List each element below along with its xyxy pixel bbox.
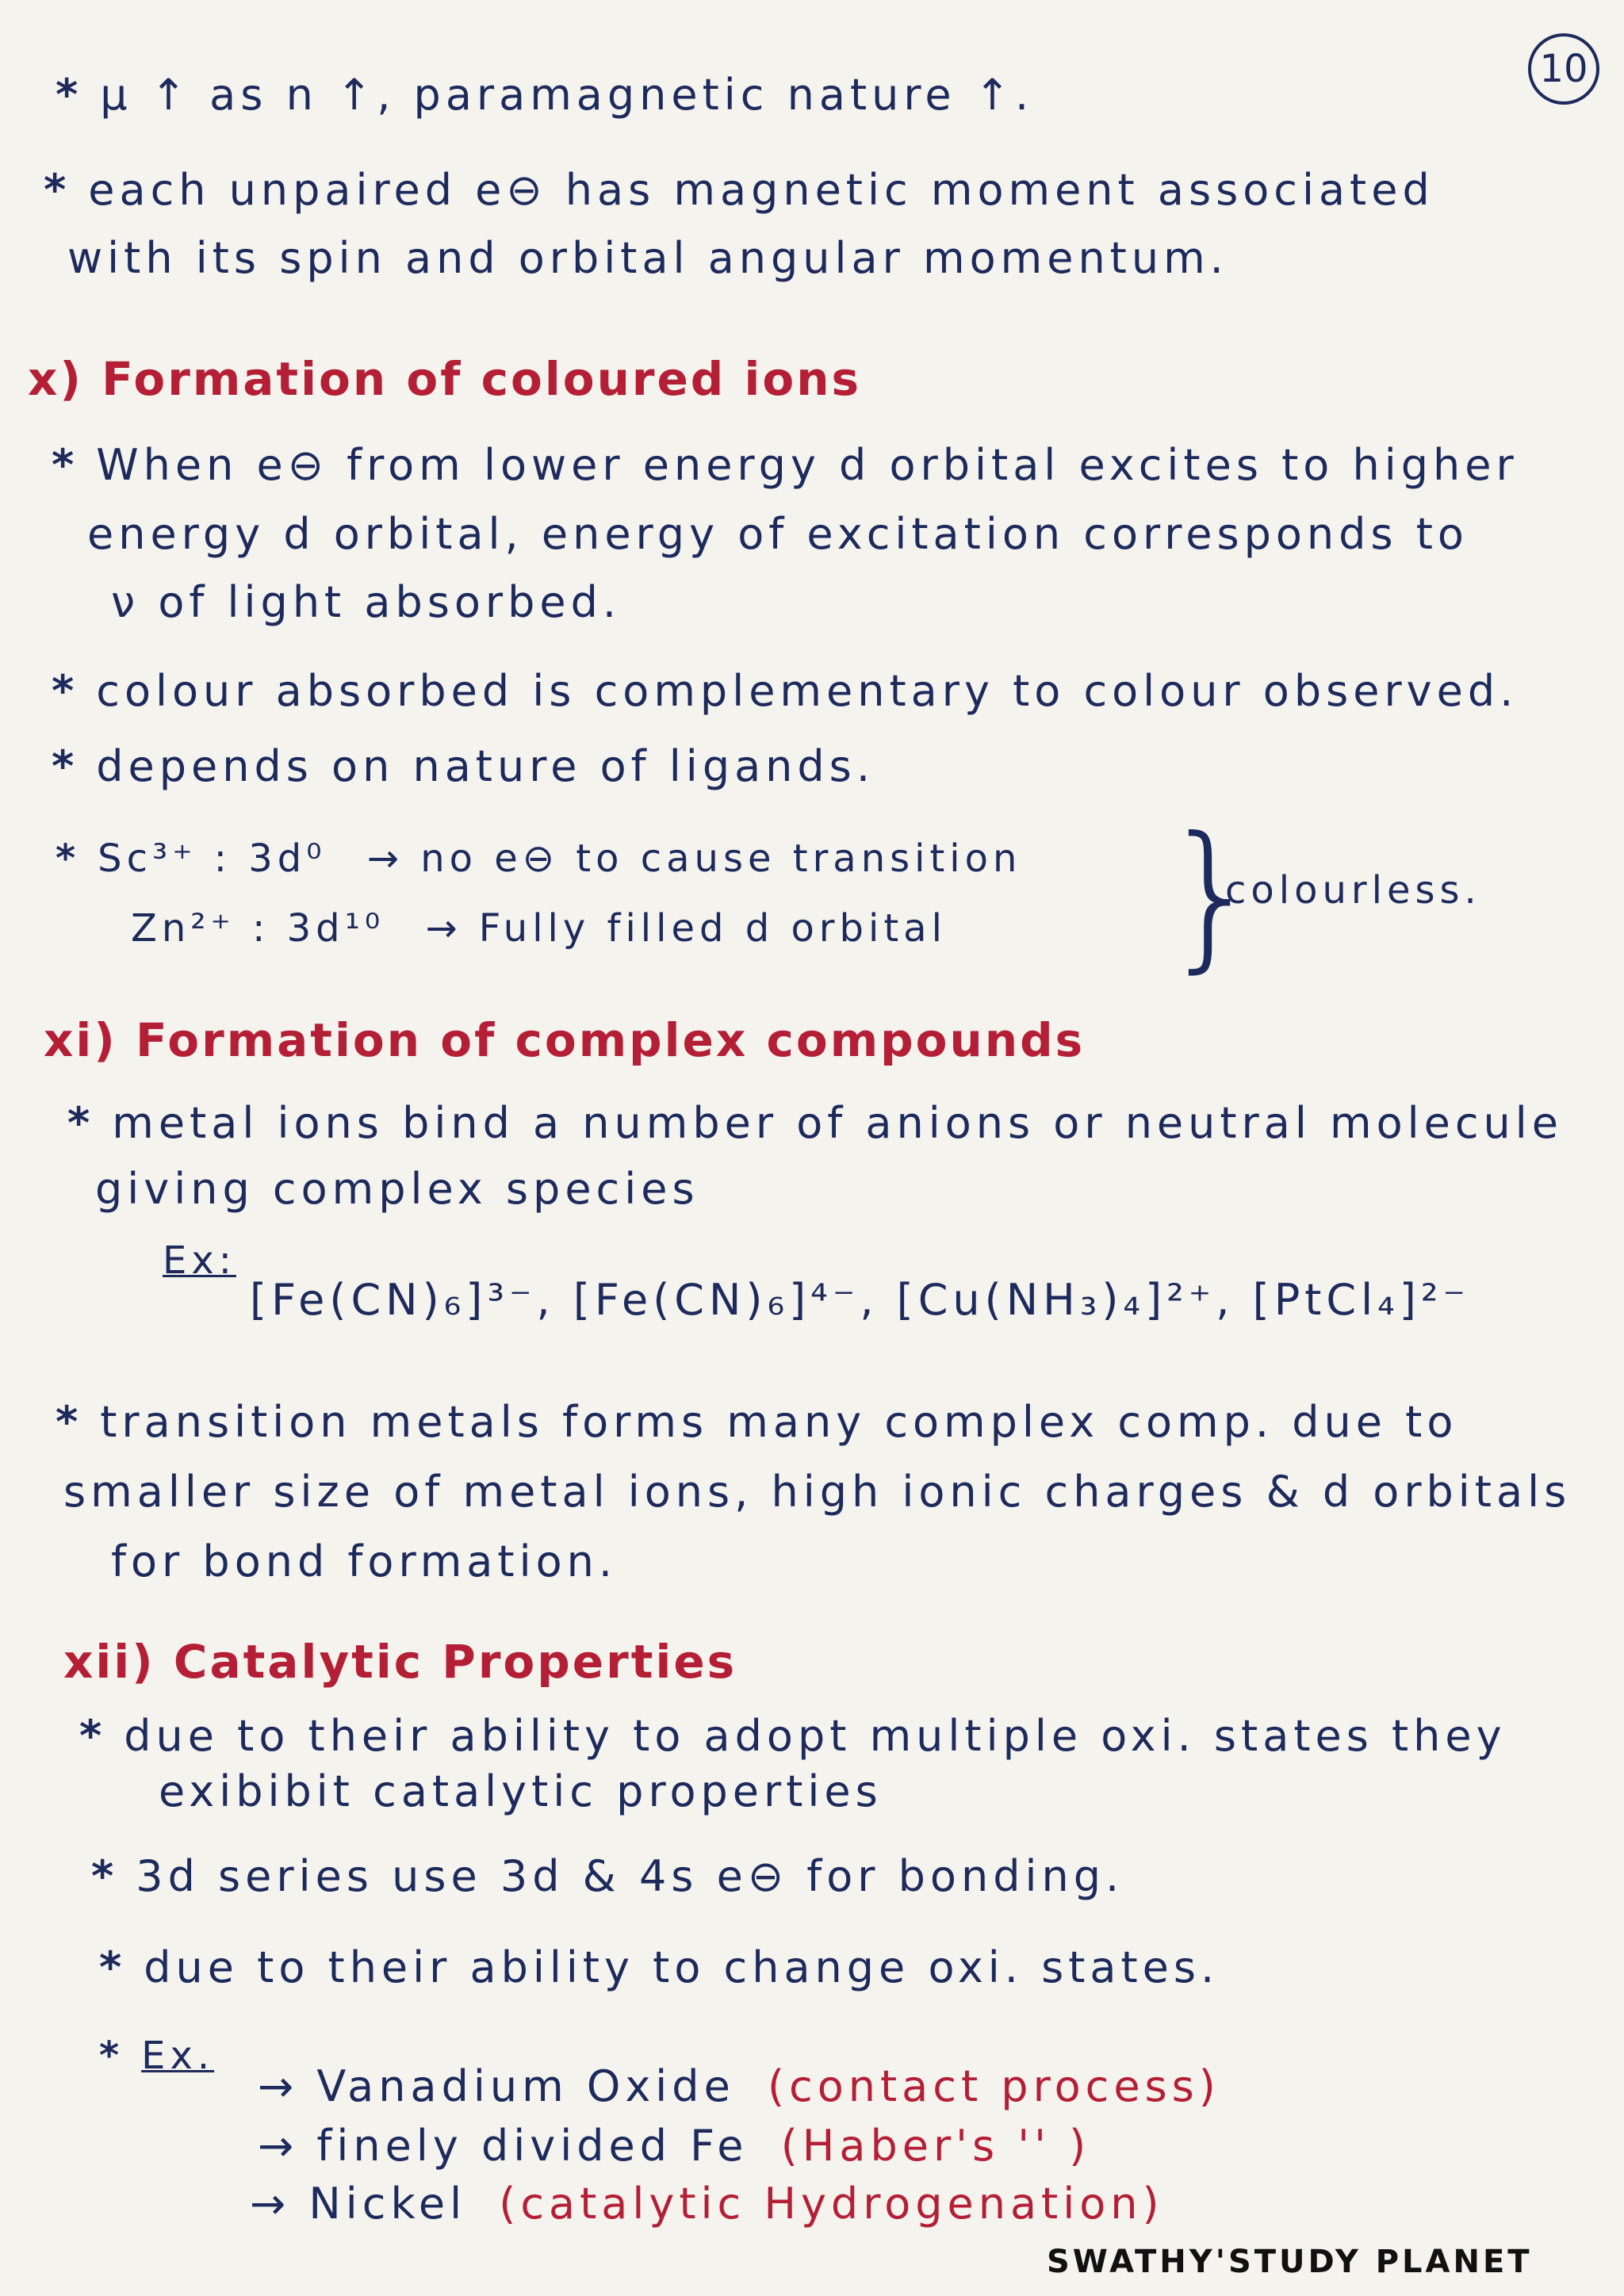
scandium-desc: → no e⊖ to cause transition [366, 836, 1022, 881]
note-line-frequency: ν of light absorbed. [111, 577, 622, 627]
bullet-star-icon: * [99, 2034, 124, 2078]
bullet-star-icon: * [56, 1397, 83, 1447]
note-line-catalytic-properties: exibibit catalytic properties [159, 1766, 883, 1816]
catalyst-iron-note: (Haber's '' ) [780, 2121, 1091, 2171]
bullet-star-icon: * [52, 666, 79, 716]
note-line-ligands: * depends on nature of ligands. [52, 741, 875, 791]
note-line-paramagnetic: * μ ↑ as n ↑, paramagnetic nature ↑. [56, 70, 1034, 120]
note-line-bond-formation: for bond formation. [111, 1536, 617, 1586]
zinc-ion: Zn²⁺ : 3d¹⁰ [131, 906, 385, 951]
bullet-star-icon: * [52, 741, 79, 791]
scandium-ion: Sc³⁺ : 3d⁰ [98, 836, 327, 881]
colourless-label: colourless. [1225, 868, 1481, 913]
note-line-unpaired: * each unpaired e⊖ has magnetic moment associated [44, 165, 1434, 215]
catalyst-iron: → finely divided Fe (Haber's '' ) [258, 2121, 1091, 2171]
note-line-energy: energy d orbital, energy of excitation corresponds to [87, 509, 1469, 559]
page-number: 10 [1539, 47, 1588, 91]
zinc-desc: → Fully filled d orbital [425, 906, 947, 951]
section-heading-coloured-ions: x) Formation of coloured ions [28, 352, 862, 406]
note-line-scandium [56, 836, 1021, 882]
example-label-catalysts: * Ex. [99, 2034, 215, 2078]
note-line-zinc [131, 906, 947, 952]
bullet-star-icon: * [44, 165, 71, 215]
note-line-smaller-size: smaller size of metal ions, high ionic charges & d orbitals [63, 1467, 1572, 1517]
footer-watermark: SWATHY'STUDY PLANET [1047, 2244, 1533, 2280]
note-line-metal-ions: * metal ions bind a number of anions or neutral molecule [67, 1098, 1564, 1148]
note-line-3d-series: * 3d series use 3d & 4s e⊖ for bonding. [91, 1851, 1124, 1901]
catalyst-vanadium: → Vanadium Oxide (contact process) [258, 2061, 1220, 2111]
bullet-star-icon: * [56, 836, 81, 881]
page-number-badge [1528, 33, 1599, 105]
brace-icon: } [1162, 803, 1263, 988]
catalyst-nickel: → Nickel (catalytic Hydrogenation) [250, 2179, 1164, 2229]
catalyst-vanadium-note: (contact process) [767, 2061, 1220, 2111]
note-line-change-states: * due to their ability to change oxi. states. [99, 1942, 1220, 1992]
note-line-adopt-states: * due to their ability to adopt multiple oxi. states they [79, 1711, 1507, 1761]
note-line-complementary: * colour absorbed is complementary to colour observed. [52, 666, 1519, 716]
note-line-excitation: * When e⊖ from lower energy d orbital excites to higher [52, 440, 1519, 490]
bullet-star-icon: * [52, 440, 79, 490]
bullet-star-icon: * [56, 70, 83, 120]
bullet-star-icon: * [67, 1098, 95, 1148]
section-heading-complex-compounds: xi) Formation of complex compounds [44, 1013, 1086, 1067]
bullet-star-icon: * [91, 1851, 119, 1901]
bullet-star-icon: * [99, 1942, 127, 1992]
section-heading-catalytic: xii) Catalytic Properties [63, 1635, 737, 1689]
note-line-transition-metals: * transition metals forms many complex comp. due to [56, 1397, 1458, 1447]
note-line-spin: with its spin and orbital angular momentum. [67, 233, 1228, 283]
catalyst-nickel-note: (catalytic Hydrogenation) [499, 2179, 1164, 2229]
bullet-star-icon: * [79, 1711, 107, 1761]
note-line-complex-species: giving complex species [95, 1164, 699, 1214]
complex-formulas: [Fe(CN)₆]³⁻, [Fe(CN)₆]⁴⁻, [Cu(NH₃)₄]²⁺, [PtCl₄]²⁻ [250, 1275, 1471, 1325]
example-label: Ex: [163, 1238, 236, 1283]
